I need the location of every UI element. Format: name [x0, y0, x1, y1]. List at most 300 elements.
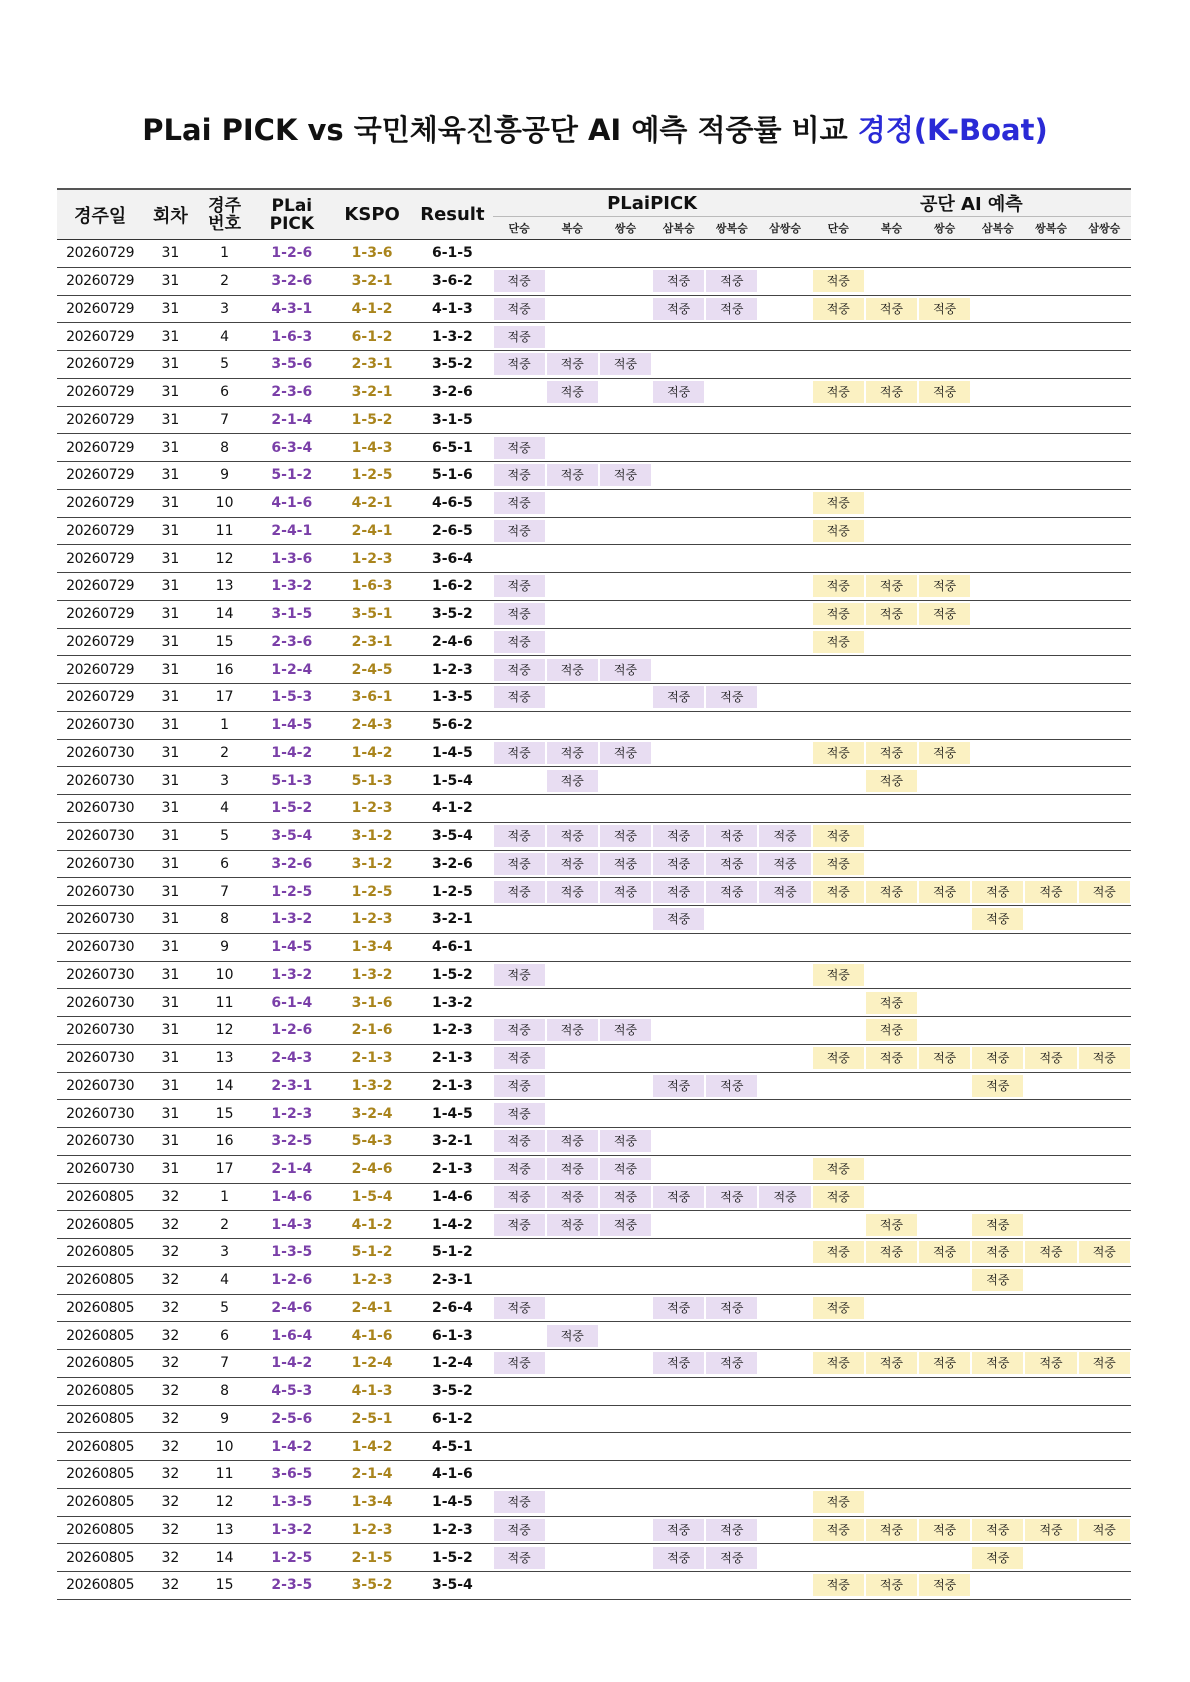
result-cell: 3-1-5 [412, 406, 492, 434]
hit-badge: 적중 [813, 964, 864, 986]
hit-cell-plai [599, 1183, 652, 1211]
hit-cell-plai [599, 1572, 652, 1600]
result-cell: 4-1-2 [412, 795, 492, 823]
plai-pick-cell: 1-3-6 [252, 545, 332, 573]
race-date-cell: 20260729 [57, 628, 143, 656]
hit-cell-plai [758, 684, 811, 712]
hit-cell-ai [1078, 489, 1131, 517]
hit-cell-ai [812, 1239, 865, 1267]
hit-badge: 적중 [494, 1352, 545, 1374]
plai-pick-cell: 4-1-6 [252, 489, 332, 517]
hit-cell-plai [705, 1488, 758, 1516]
hit-badge: 적중 [813, 631, 864, 653]
hit-badge: 적중 [813, 1297, 864, 1319]
hit-badge: 적중 [653, 853, 704, 875]
hit-badge: 적중 [813, 1574, 864, 1596]
hit-cell-plai [652, 462, 705, 490]
hit-cell-plai [758, 489, 811, 517]
hit-cell-plai [705, 1128, 758, 1156]
race-number-cell: 10 [198, 961, 252, 989]
hit-badge: 적중 [1079, 1241, 1130, 1263]
race-date-cell: 20260805 [57, 1183, 143, 1211]
hit-cell-ai [812, 1322, 865, 1350]
hit-cell-ai [971, 1405, 1024, 1433]
hit-cell-plai [758, 1183, 811, 1211]
hit-badge: 적중 [494, 1047, 545, 1069]
hit-cell-plai [652, 351, 705, 379]
table-row [57, 1044, 1131, 1072]
hit-cell-ai [812, 573, 865, 601]
hit-cell-ai [918, 489, 971, 517]
hit-cell-plai [599, 267, 652, 295]
hit-cell-plai [652, 1294, 705, 1322]
hit-cell-ai [1024, 1461, 1077, 1489]
round-cell: 32 [143, 1350, 197, 1378]
hit-cell-ai [971, 739, 1024, 767]
plai-pick-cell: 2-3-5 [252, 1572, 332, 1600]
kspo-pick-cell: 4-1-2 [332, 1211, 412, 1239]
result-cell: 2-6-4 [412, 1294, 492, 1322]
hit-cell-plai [652, 933, 705, 961]
hit-badge: 적중 [547, 881, 598, 903]
hit-cell-plai [652, 1128, 705, 1156]
hit-badge: 적중 [866, 381, 917, 403]
race-date-cell: 20260729 [57, 684, 143, 712]
hit-cell-plai [652, 573, 705, 601]
hit-cell-ai [1024, 1572, 1077, 1600]
hit-cell-ai [1078, 406, 1131, 434]
hit-cell-plai [758, 822, 811, 850]
hit-cell-ai [971, 240, 1024, 268]
hit-cell-plai [599, 545, 652, 573]
round-cell: 32 [143, 1488, 197, 1516]
hit-cell-plai [652, 1155, 705, 1183]
hit-cell-ai [971, 1544, 1024, 1572]
hit-badge: 적중 [866, 770, 917, 792]
hit-badge: 적중 [919, 298, 970, 320]
table-row [57, 1322, 1131, 1350]
hit-cell-plai [599, 295, 652, 323]
race-date-cell: 20260805 [57, 1572, 143, 1600]
hit-cell-plai [652, 1461, 705, 1489]
hit-cell-plai [652, 767, 705, 795]
hit-cell-plai [493, 767, 546, 795]
hit-badge: 적중 [653, 298, 704, 320]
hit-badge: 적중 [1025, 881, 1076, 903]
hit-cell-plai [493, 850, 546, 878]
hit-cell-plai [652, 600, 705, 628]
table-row [57, 267, 1131, 295]
result-cell: 4-1-3 [412, 295, 492, 323]
race-date-cell: 20260729 [57, 351, 143, 379]
hit-cell-ai [918, 933, 971, 961]
hit-cell-plai [758, 989, 811, 1017]
hit-cell-ai [918, 767, 971, 795]
hit-cell-plai [599, 711, 652, 739]
round-cell: 31 [143, 295, 197, 323]
hit-cell-ai [812, 1488, 865, 1516]
table-row [57, 462, 1131, 490]
hit-cell-plai [599, 767, 652, 795]
hit-cell-plai [652, 1516, 705, 1544]
hit-badge: 적중 [972, 1352, 1023, 1374]
hit-badge: 적중 [919, 1047, 970, 1069]
hit-cell-plai [546, 1100, 599, 1128]
plai-pick-cell: 1-4-5 [252, 711, 332, 739]
bet-type-header-ai: 삼복승 [971, 217, 1024, 240]
hit-cell-plai [493, 1377, 546, 1405]
table-row [57, 767, 1131, 795]
kspo-pick-cell: 1-5-4 [332, 1183, 412, 1211]
hit-cell-plai [493, 1044, 546, 1072]
hit-cell-plai [758, 1072, 811, 1100]
result-cell: 3-5-2 [412, 600, 492, 628]
table-row [57, 1544, 1131, 1572]
kspo-pick-cell: 3-1-6 [332, 989, 412, 1017]
hit-cell-ai [918, 378, 971, 406]
race-date-cell: 20260730 [57, 1155, 143, 1183]
hit-cell-plai [493, 1155, 546, 1183]
hit-cell-plai [758, 850, 811, 878]
hit-cell-plai [758, 767, 811, 795]
hit-cell-plai [652, 1211, 705, 1239]
race-number-cell: 11 [198, 517, 252, 545]
col-header-date: 경주일 [57, 189, 143, 240]
hit-cell-ai [971, 1128, 1024, 1156]
race-number-cell: 17 [198, 1155, 252, 1183]
hit-badge: 적중 [706, 1297, 757, 1319]
race-number-cell: 6 [198, 378, 252, 406]
table-row [57, 351, 1131, 379]
result-cell: 3-5-2 [412, 1377, 492, 1405]
hit-badge: 적중 [866, 1214, 917, 1236]
hit-cell-ai [918, 267, 971, 295]
hit-cell-plai [546, 1544, 599, 1572]
kspo-pick-cell: 4-2-1 [332, 489, 412, 517]
hit-badge: 적중 [866, 1574, 917, 1596]
race-number-cell: 13 [198, 573, 252, 601]
hit-cell-plai [546, 933, 599, 961]
hit-badge: 적중 [653, 908, 704, 930]
hit-cell-plai [599, 906, 652, 934]
hit-cell-ai [1024, 267, 1077, 295]
result-cell: 1-5-2 [412, 961, 492, 989]
hit-badge: 적중 [1025, 1352, 1076, 1374]
hit-cell-plai [758, 378, 811, 406]
kspo-pick-cell: 2-1-5 [332, 1544, 412, 1572]
hit-cell-plai [546, 573, 599, 601]
hit-cell-ai [971, 378, 1024, 406]
hit-badge: 적중 [866, 992, 917, 1014]
hit-cell-ai [812, 850, 865, 878]
table-row [57, 795, 1131, 823]
hit-cell-ai [865, 573, 918, 601]
hit-cell-ai [1078, 1294, 1131, 1322]
hit-cell-plai [705, 489, 758, 517]
result-cell: 3-6-2 [412, 267, 492, 295]
hit-cell-ai [865, 1350, 918, 1378]
hit-cell-ai [918, 1461, 971, 1489]
plai-pick-cell: 1-2-5 [252, 878, 332, 906]
race-date-cell: 20260805 [57, 1516, 143, 1544]
kspo-pick-cell: 3-2-1 [332, 378, 412, 406]
race-date-cell: 20260805 [57, 1377, 143, 1405]
round-cell: 31 [143, 711, 197, 739]
table-row [57, 656, 1131, 684]
race-number-cell: 15 [198, 1100, 252, 1128]
hit-cell-plai [546, 600, 599, 628]
hit-cell-ai [1078, 1433, 1131, 1461]
hit-cell-plai [599, 1461, 652, 1489]
hit-badge: 적중 [1025, 1241, 1076, 1263]
plai-pick-cell: 1-6-4 [252, 1322, 332, 1350]
hit-cell-ai [1024, 1516, 1077, 1544]
hit-cell-ai [812, 1294, 865, 1322]
hit-cell-ai [865, 1155, 918, 1183]
race-date-cell: 20260729 [57, 434, 143, 462]
hit-cell-ai [1024, 462, 1077, 490]
table-row [57, 600, 1131, 628]
hit-cell-ai [1024, 1044, 1077, 1072]
plai-pick-cell: 3-2-5 [252, 1128, 332, 1156]
race-number-cell: 1 [198, 240, 252, 268]
hit-cell-ai [918, 1100, 971, 1128]
hit-cell-plai [493, 1072, 546, 1100]
hit-badge: 적중 [972, 1047, 1023, 1069]
hit-badge: 적중 [494, 1297, 545, 1319]
hit-cell-plai [705, 1461, 758, 1489]
hit-cell-ai [971, 406, 1024, 434]
table-row [57, 295, 1131, 323]
hit-cell-ai [971, 1044, 1024, 1072]
hit-cell-ai [918, 573, 971, 601]
race-date-cell: 20260729 [57, 573, 143, 601]
hit-cell-ai [812, 1350, 865, 1378]
hit-badge: 적중 [653, 1075, 704, 1097]
plai-pick-cell: 3-2-6 [252, 267, 332, 295]
hit-cell-plai [599, 822, 652, 850]
kspo-pick-cell: 1-3-6 [332, 240, 412, 268]
hit-cell-ai [1078, 739, 1131, 767]
hit-cell-plai [652, 378, 705, 406]
hit-cell-plai [705, 1544, 758, 1572]
result-cell: 3-2-1 [412, 1128, 492, 1156]
hit-cell-ai [1078, 323, 1131, 351]
kspo-pick-cell: 1-2-3 [332, 545, 412, 573]
kspo-pick-cell: 1-4-2 [332, 739, 412, 767]
hit-cell-plai [652, 267, 705, 295]
hit-badge: 적중 [706, 853, 757, 875]
race-number-cell: 2 [198, 267, 252, 295]
hit-cell-plai [758, 1572, 811, 1600]
hit-cell-ai [971, 767, 1024, 795]
race-number-cell: 3 [198, 767, 252, 795]
hit-cell-plai [705, 462, 758, 490]
race-number-cell: 4 [198, 1266, 252, 1294]
race-date-cell: 20260730 [57, 795, 143, 823]
hit-cell-ai [1078, 1211, 1131, 1239]
race-date-cell: 20260730 [57, 822, 143, 850]
hit-cell-ai [971, 1322, 1024, 1350]
hit-cell-plai [599, 1544, 652, 1572]
hit-cell-ai [865, 1266, 918, 1294]
kspo-pick-cell: 2-5-1 [332, 1405, 412, 1433]
hit-cell-ai [865, 545, 918, 573]
hit-badge: 적중 [494, 298, 545, 320]
hit-cell-plai [705, 739, 758, 767]
race-date-cell: 20260730 [57, 906, 143, 934]
hit-cell-ai [918, 1044, 971, 1072]
hit-cell-ai [812, 711, 865, 739]
hit-cell-ai [1078, 1239, 1131, 1267]
hit-cell-plai [758, 906, 811, 934]
hit-cell-plai [493, 1350, 546, 1378]
hit-cell-ai [865, 906, 918, 934]
race-number-cell: 15 [198, 628, 252, 656]
hit-cell-ai [1078, 850, 1131, 878]
hit-cell-ai [1078, 767, 1131, 795]
hit-cell-ai [971, 878, 1024, 906]
hit-badge: 적중 [653, 686, 704, 708]
result-cell: 5-1-6 [412, 462, 492, 490]
hit-cell-ai [865, 267, 918, 295]
hit-cell-ai [812, 1183, 865, 1211]
hit-cell-ai [812, 1128, 865, 1156]
hit-cell-ai [812, 795, 865, 823]
hit-cell-ai [865, 933, 918, 961]
round-cell: 31 [143, 600, 197, 628]
hit-cell-ai [971, 1572, 1024, 1600]
round-cell: 31 [143, 378, 197, 406]
round-cell: 31 [143, 628, 197, 656]
kspo-pick-cell: 3-5-2 [332, 1572, 412, 1600]
hit-cell-ai [1078, 1405, 1131, 1433]
hit-cell-plai [493, 1433, 546, 1461]
hit-cell-plai [546, 378, 599, 406]
hit-badge: 적중 [494, 631, 545, 653]
race-number-cell: 9 [198, 462, 252, 490]
race-number-cell: 4 [198, 323, 252, 351]
hit-cell-ai [812, 1017, 865, 1045]
hit-badge: 적중 [813, 381, 864, 403]
kspo-pick-cell: 1-2-3 [332, 1266, 412, 1294]
hit-cell-ai [971, 351, 1024, 379]
hit-cell-ai [1078, 1461, 1131, 1489]
hit-badge: 적중 [547, 1214, 598, 1236]
hit-cell-ai [971, 961, 1024, 989]
race-date-cell: 20260730 [57, 767, 143, 795]
hit-cell-ai [1078, 1183, 1131, 1211]
race-number-cell: 2 [198, 1211, 252, 1239]
hit-cell-ai [1078, 1377, 1131, 1405]
kspo-pick-cell: 3-6-1 [332, 684, 412, 712]
table-row [57, 878, 1131, 906]
race-number-cell: 9 [198, 1405, 252, 1433]
hit-cell-plai [758, 795, 811, 823]
hit-cell-plai [493, 1322, 546, 1350]
table-row [57, 822, 1131, 850]
hit-cell-plai [546, 1128, 599, 1156]
title-accent: 경정(K-Boat) [857, 113, 1048, 147]
bet-type-header-plai: 삼복승 [652, 217, 705, 240]
hit-cell-plai [758, 600, 811, 628]
hit-cell-ai [812, 1516, 865, 1544]
hit-cell-ai [812, 323, 865, 351]
hit-cell-ai [971, 545, 1024, 573]
title-main: PLai PICK vs 국민체육진흥공단 AI 예측 적중률 비교 [142, 113, 848, 147]
table-row [57, 628, 1131, 656]
result-cell: 1-3-2 [412, 989, 492, 1017]
hit-cell-plai [599, 489, 652, 517]
result-cell: 2-1-3 [412, 1072, 492, 1100]
hit-cell-ai [971, 1266, 1024, 1294]
race-number-cell: 2 [198, 739, 252, 767]
hit-cell-ai [865, 1572, 918, 1600]
hit-badge: 적중 [653, 1547, 704, 1569]
hit-cell-plai [599, 961, 652, 989]
hit-cell-ai [812, 267, 865, 295]
hit-badge: 적중 [813, 603, 864, 625]
kspo-pick-cell: 2-4-3 [332, 711, 412, 739]
plai-pick-cell: 5-1-2 [252, 462, 332, 490]
plai-pick-cell: 3-5-6 [252, 351, 332, 379]
table-row [57, 961, 1131, 989]
hit-cell-ai [812, 1405, 865, 1433]
race-date-cell: 20260730 [57, 1017, 143, 1045]
hit-cell-plai [546, 434, 599, 462]
hit-cell-plai [652, 295, 705, 323]
kspo-pick-cell: 1-6-3 [332, 573, 412, 601]
hit-cell-ai [971, 1183, 1024, 1211]
hit-cell-ai [812, 767, 865, 795]
hit-cell-ai [971, 1017, 1024, 1045]
plai-pick-cell: 1-2-6 [252, 1266, 332, 1294]
race-date-cell: 20260730 [57, 1072, 143, 1100]
result-cell: 3-5-2 [412, 351, 492, 379]
hit-cell-ai [1024, 378, 1077, 406]
hit-cell-plai [758, 739, 811, 767]
plai-pick-cell: 1-2-6 [252, 1017, 332, 1045]
hit-cell-plai [705, 628, 758, 656]
result-cell: 1-2-3 [412, 1017, 492, 1045]
hit-badge: 적중 [494, 686, 545, 708]
hit-cell-ai [865, 1488, 918, 1516]
race-date-cell: 20260805 [57, 1544, 143, 1572]
round-cell: 31 [143, 961, 197, 989]
hit-cell-plai [705, 850, 758, 878]
race-number-cell: 8 [198, 434, 252, 462]
round-cell: 31 [143, 1155, 197, 1183]
hit-cell-plai [546, 406, 599, 434]
result-cell: 4-6-5 [412, 489, 492, 517]
group-header-plaipick: PLaiPICK [493, 189, 812, 217]
hit-cell-plai [758, 1433, 811, 1461]
group-header-ai: 공단 AI 예측 [812, 189, 1131, 217]
race-date-cell: 20260730 [57, 989, 143, 1017]
race-number-cell: 14 [198, 1544, 252, 1572]
hit-badge: 적중 [547, 742, 598, 764]
result-cell: 2-4-6 [412, 628, 492, 656]
table-row [57, 1239, 1131, 1267]
hit-cell-plai [758, 462, 811, 490]
table-row [57, 1377, 1131, 1405]
hit-cell-plai [599, 1433, 652, 1461]
round-cell: 31 [143, 656, 197, 684]
hit-cell-ai [971, 1155, 1024, 1183]
hit-cell-plai [705, 406, 758, 434]
hit-cell-plai [705, 351, 758, 379]
hit-cell-plai [758, 323, 811, 351]
